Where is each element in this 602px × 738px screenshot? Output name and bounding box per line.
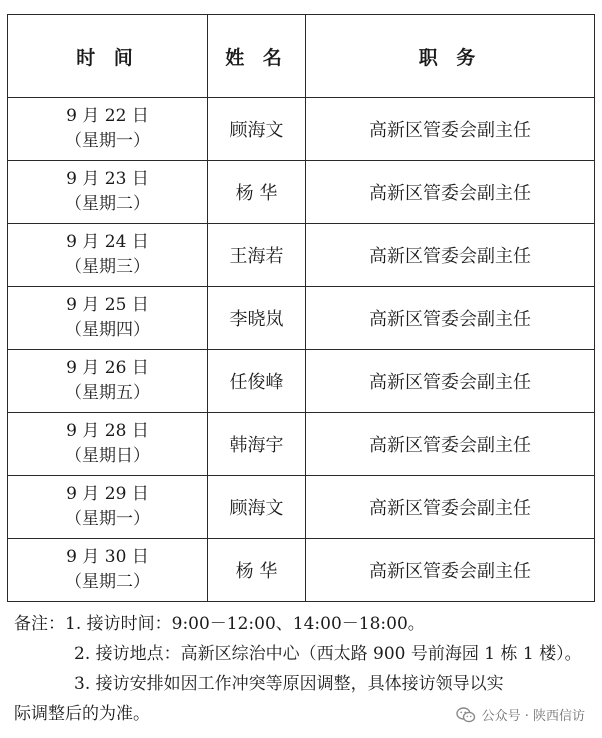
date-text: 9 月 30 日 [66,547,149,567]
header-position: 职 务 [306,15,595,98]
table-row [8,539,595,602]
date-cell [8,539,208,602]
header-time: 时 间 [8,15,208,98]
date-cell [8,476,208,539]
note-line-1: 备注：1. 接访时间：9:00－12:00、14:00－18:00。 [14,614,425,634]
position-cell: 高新区管委会副主任 [306,224,595,287]
table-row [8,98,595,161]
date-cell [8,287,208,350]
weekday-text: （星期二） [65,572,150,592]
table-row [8,413,595,476]
position-cell: 高新区管委会副主任 [306,413,595,476]
table-header-row [8,15,595,98]
position-cell: 高新区管委会副主任 [306,350,595,413]
table-row [8,476,595,539]
table-row [8,287,595,350]
name-cell: 王海若 [208,224,306,287]
position-cell: 高新区管委会副主任 [306,539,595,602]
date-text: 9 月 26 日 [66,358,149,378]
weekday-text: （星期日） [65,446,150,466]
position-cell: 高新区管委会副主任 [306,476,595,539]
name-cell: 顾海文 [208,98,306,161]
wechat-icon [456,707,476,723]
weekday-text: （星期一） [65,509,150,529]
weekday-text: （星期二） [65,194,150,214]
position-cell: 高新区管委会副主任 [306,287,595,350]
name-cell: 顾海文 [208,476,306,539]
table-row [8,161,595,224]
date-text: 9 月 24 日 [66,232,149,252]
name-cell: 杨 华 [208,539,306,602]
date-cell [8,98,208,161]
table-row [8,224,595,287]
date-cell [8,161,208,224]
name-cell: 杨 华 [208,161,306,224]
date-text: 9 月 28 日 [66,421,149,441]
date-cell [8,224,208,287]
note-line-2: 2. 接访地点：高新区综治中心（西太路 900 号前海园 1 栋 1 楼）。 [74,644,582,664]
name-cell: 李晓岚 [208,287,306,350]
date-text: 9 月 22 日 [66,106,149,126]
weekday-text: （星期四） [65,320,150,340]
schedule-table [7,14,595,602]
position-cell: 高新区管委会副主任 [306,98,595,161]
weekday-text: （星期一） [65,131,150,151]
date-text: 9 月 29 日 [66,484,149,504]
date-cell [8,413,208,476]
table-row [8,350,595,413]
watermark-text: 公众号 · 陕西信访 [481,709,585,724]
date-text: 9 月 23 日 [66,169,149,189]
weekday-text: （星期三） [65,257,150,277]
note-line-3: 3. 接访安排如因工作冲突等原因调整，具体接访领导以实 [74,674,504,694]
date-cell [8,350,208,413]
note-line-3-continued: 际调整后的为准。 [14,704,150,724]
weekday-text: （星期五） [65,383,150,403]
name-cell: 任俊峰 [208,350,306,413]
header-name: 姓 名 [208,15,306,98]
date-text: 9 月 25 日 [66,295,149,315]
position-cell: 高新区管委会副主任 [306,161,595,224]
name-cell: 韩海宇 [208,413,306,476]
wechat-watermark [453,704,588,725]
